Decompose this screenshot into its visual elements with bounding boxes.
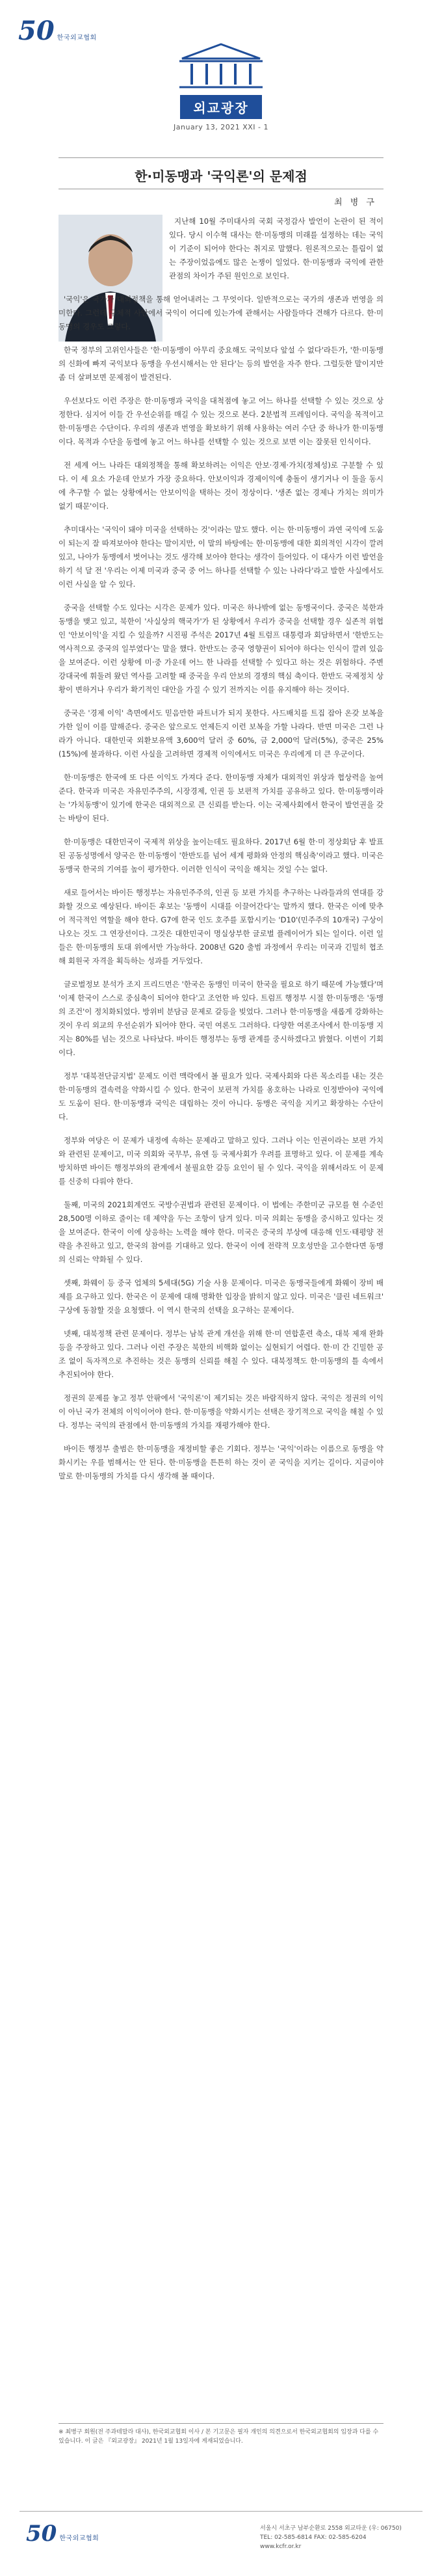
footer-website-link[interactable]: www.kcfr.or.kr [260, 2543, 302, 2550]
footer-logo-number: 50 [26, 2521, 57, 2547]
logo-name: 한국외교협회 [57, 34, 97, 42]
article-paragraph: 한국 정부의 고위인사들은 '한·미동맹이 아무리 중요해도 국익보다 앞설 수 없다'라든가, '한·미동맹의 신화에 빠져 국익보다 동맹을 우선시해서는 안 된다'는 등의 발언을 자주 한다. 그럴듯한 말이지만 좀 더 살펴보면 문제점이 발견된다. [58, 345, 384, 382]
article-paragraph: 글로벌정보 분석가 조지 프리드먼은 '한국은 동맹인 미국이 한국을 필요로 하기 때문에 가능했다'며 '이제 한국이 스스로 중심축이 되어야 한다'고 조언한 바 있다. 트럼프 행정부 시절 한·미동맹은 '동맹의 조건'이 정치화되었다. 방위비 분담금 문제로 갈등을 빚었다. 그러나 한·미동맹을 새롭게 강화하는 것이 우리 외교의 우선순위가 되어야 한다. 국민 여론도 그러하다. 다양한 여론조사에서 한·미동맹 지지는 80%를 넘는 것으로 나타났다. 바이든 행정부는 동맹 관계를 중시하겠다고 밝혔다. 이번이 기회이다. [58, 980, 384, 1057]
footer-divider [20, 2511, 422, 2512]
footer-logo-name: 한국외교협회 [59, 2535, 99, 2542]
article-paragraph: 새로 들어서는 바이든 행정부는 자유민주주의, 인권 등 보편 가치를 추구하는 나라들과의 연대를 강화할 것으로 예상된다. 바이든 후보는 '동맹이 시대를 이끌어간다'는 말까지 했다. 한국은 이에 맞추어 적극적인 역할을 해야 한다. G7에 한국 인도 호주를 포함시키는 'D10'(민주주의 10개국) 구상이 나오는 것도 그 연장선이다. 그것은 대한민국이 명실상부한 글로벌 플레이어가 되는 일이다. 이런 일들은 한·미동맹의 토대 위에서만 가능하다. 2008년 G20 출범 과정에서 우리는 미국과 긴밀히 협조해 회원국 자격을 획득하는 성과를 거두었다. [58, 888, 384, 965]
article-paragraph: 둘째, 미국의 2021회계연도 국방수권법과 관련된 문제이다. 이 법에는 주한미군 규모를 현 수준인 28,500명 이하로 줄이는 데 제약을 두는 조항이 담겨 있다. 미국 의회는 동맹을 중시하고 있다는 것을 보여준다. 한국이 이에 상응하는 노력을 해야 한다. 미국은 중국의 부상에 대응해 인도·태평양 전략을 추진하고 있고, 한국의 참여를 기대하고 있다. 한국이 이에 전략적 모호성만을 고수한다면 동맹의 신뢰는 약화될 수 있다. [58, 1200, 384, 1264]
article-body [58, 215, 384, 1493]
footer-address [260, 2524, 402, 2551]
article-paragraph: 전 세계 어느 나라든 대외정책을 통해 확보하려는 이익은 안보·경제·가치(정체성)로 구분할 수 있다. 이 세 요소 가운데 안보가 가장 중요하다. 안보이익과 경제이익에 충돌이 생기거나 이 둘을 동시에 추구할 수 없는 상황에서는 안보이익을 택하는 것이 정상이다. '생존 없는 경제나 가치는 의미가 없기 때문'이다. [58, 461, 384, 511]
article-paragraph: 한·미동맹은 대한민국이 국제적 위상을 높이는데도 필요하다. 2017년 6월 한·미 정상회담 후 발표된 공동성명에서 양국은 한·미동맹이 '한반도를 넘어 세계 평화와 안정의 핵심축'이라고 했다. 미국은 동맹국 한국의 기여를 높이 평가한다. 이러한 인식이 국익을 해치는 것일 수는 없다. [58, 837, 384, 874]
article-paragraph: 정권의 문제를 놓고 정부 안팎에서 '국익론'이 제기되는 것은 바람직하지 않다. 국익은 정권의 이익이 아닌 국가 전체의 이익이어야 한다. 한·미동맹을 약화시키는 선택은 장기적으로 국익을 해칠 수 있다. 정부는 국익의 관점에서 한·미동맹의 가치를 재평가해야 한다. [58, 1393, 384, 1430]
publication-masthead [0, 39, 442, 131]
article-paragraph: 지난해 10월 주미대사의 국회 국정감사 발언이 논란이 된 적이 있다. 당시 이수혁 대사는 한·미동맹의 미래를 설정하는 데는 국익이 기준이 되어야 한다는 취지로 말했다. 원론적으로는 틀림이 없는 주장이었음에도 많은 논쟁이 일었다. 한·미동맹과 국익에 관한 관점의 차이가 주된 원인으로 보인다. [169, 217, 384, 280]
footer [0, 2511, 442, 2576]
article-paragraph: '국익'은 국가가 대외정책을 통해 얻어내려는 그 무엇이다. 일반적으로는 국가의 생존과 번영을 의미한다. 그런데 구체적 사안에서 국익이 어디에 있는가에 관해서는 사람들마다 견해가 다르다. 한·미동맹의 경우도 그렇다. [58, 295, 384, 331]
author-name: 최 병 구 [334, 198, 377, 208]
article-paragraph: 정부 '대북전단금지법' 문제도 이런 맥락에서 볼 필요가 있다. 국제사회와 다른 목소리를 내는 것은 한·미동맹의 결속력을 약화시킬 수 있다. 한국이 보편적 가치를 옹호하는 나라로 인정받아야 국익에도 도움이 된다. 한·미동맹과 국익은 대립하는 것이 아니다. 동맹은 국익을 지키고 확장하는 수단이다. [58, 1071, 384, 1121]
building-icon [156, 39, 286, 91]
article-paragraph: 정부와 여당은 이 문제가 내정에 속하는 문제라고 말하고 있다. 그러나 이는 인권이라는 보편 가치와 관련된 문제이고, 미국 의회와 국무부, 유엔 등 국제사회가 우려를 표명하고 있다. 이 문제를 계속 방치하면 바이든 행정부와의 관계에서 불필요한 갈등 요인이 될 수 있다. 국익을 위해서라도 이 문제를 신중히 다뤄야 한다. [58, 1136, 384, 1186]
article-paragraph: 바이든 행정부 출범은 한·미동맹을 재정비할 좋은 기회다. 정부는 '국익'이라는 이름으로 동맹을 약화시키는 우를 범해서는 안 된다. 한·미동맹을 튼튼히 하는 것이 곧 국익을 지키는 길이다. 지금이야말로 한·미동맹의 가치를 다시 생각해 볼 때이다. [58, 1444, 384, 1481]
publication-title: 외교광장 [180, 95, 261, 119]
footer-logo [26, 2523, 99, 2545]
article-paragraph: 셋째, 화웨이 등 중국 업체의 5세대(5G) 기술 사용 문제이다. 미국은 동맹국들에게 화웨이 장비 배제를 요구하고 있다. 한국은 이 문제에 대해 명확한 입장을 밝히지 않고 있다. 미국은 '클린 네트워크' 구상에 동참할 것을 요청했다. 이 역시 한국의 선택을 요구하는 문제이다. [58, 1278, 384, 1315]
article-paragraph: 추미대사는 '국익이 돼야 미국을 선택하는 것'이라는 말도 했다. 이는 한·미동맹이 과연 국익에 도움이 되는지 잘 따져보아야 한다는 말이지만, 이 말의 바탕에는 한·미동맹에 대한 회의적인 시각이 깔려 있고, 나아가 동맹에서 벗어나는 것도 생각해 보아야 한다는 생각이 들어있다. 이 대사가 이런 발언을 하기 석 달 전 '우리는 이제 미국과 중국 중 어느 하나를 선택할 수 있는 나라다'라고 발한 사실에서도 이런 사실을 알 수 있다. [58, 525, 384, 589]
title-rule-top [58, 157, 384, 158]
logo-number: 50 [18, 16, 55, 46]
footnote: ※ 최병구 회원(전 주과테말라 대사), 한국외교협회 이사 / 본 기고문은 필자 개인의 의견으로서 한국외교협회의 입장과 다를 수 있습니다. 이 글은 『외교광장』 2021년 1월 13일자에 게재되었습니다. [58, 2423, 384, 2446]
article-paragraph: 중국을 선택할 수도 있다는 시각은 문제가 있다. 미국은 하나밖에 없는 동맹국이다. 중국은 북한과 동맹을 맺고 있고, 북한이 '사실상의 핵국가'가 된 상황에서 우리가 중국을 선택할 경우 실존적 위협인 '안보이익'을 지킬 수 있을까? 시진핑 주석은 2017년 4월 트럼프 대통령과 회담하면서 '한반도는 역사적으로 중국의 일부였다'는 말을 했다. 한반도는 중국 영향권이 되어야 하다는 인식이 깔려 있음을 보여준다. 이런 상황에 미·중 가운데 어느 한 나라를 선택할 수 있다고 하는 것은 위험하다. 주변 강대국에 휘둘려 왔던 역사를 고려할 때 중국을 우리 안보의 경쟁의 핵심 축이다. 한반도 국제정치 상황이 변하거나 우리가 확기적인 대안을 가질 수 있기 전까지는 이를 유지해야 하는 것이다. [58, 603, 384, 694]
footer-address-line: 서울시 서초구 남부순환로 2558 외교타운 (우: 06750) [260, 2525, 402, 2532]
footer-contact-line: TEL: 02-585-6814 FAX: 02-585-6204 [260, 2534, 367, 2541]
article-paragraph: 한·미동맹은 한국에 또 다른 이익도 가져다 준다. 한미동맹 자체가 대외적인 위상과 협상력을 높여준다. 한국과 미국은 자유민주주의, 시장경제, 인권 등 보편적 가치를 공유하고 있다. 한·미동맹이라는 '가치동맹'이 있기에 한국은 대외적으로 큰 신뢰를 받는다. 이는 국제사회에서 한국이 발언권을 갖는 바탕이 된다. [58, 773, 384, 823]
publication-issue: January 13, 2021 XXI - 1 [174, 123, 268, 131]
article-title: 한·미동맹과 '국익론'의 문제점 [135, 168, 307, 184]
article-paragraph: 중국은 '경제 이익' 측면에서도 믿음만한 파트너가 되지 못한다. 사드배치를 트집 잡아 온갖 보복을 가한 일이 이를 말해준다. 중국은 앞으로도 언제든지 이런 보복을 가할 나라다. 반면 미국은 그런 나라가 아니다. 대한민국 외환보유액 3,600억 달러 중 60%, 금 2,000억 달러(5%), 중국은 25% (15%)에 불과하다. 이런 사실을 고려하면 경제적 이익에서도 미국은 우리에게 더 큰 우군이다. [58, 708, 384, 758]
article-paragraph: 넷째, 대북정책 관련 문제이다. 정부는 남북 관계 개선을 위해 한·미 연합훈련 축소, 대북 제재 완화 등을 주장하고 있다. 그러나 이런 주장은 북한의 비핵화 없이는 실현되기 어렵다. 한·미 간 긴밀한 공조 없이 독자적으로 추진하는 것은 동맹의 신뢰를 해칠 수 있다. 대북정책도 한·미동맹의 틀 속에서 추진되어야 한다. [58, 1329, 384, 1379]
article-paragraph: 우선보다도 이런 주장은 한·미동맹과 국익을 대척점에 놓고 어느 하나를 선택할 수 있는 것으로 상정한다. 심지어 이들 간 우선순위를 매길 수 있는 것으로 본다. 2분법적 프레임이다. 국익을 목적이고 한·미동맹은 수단이다. 우리의 생존과 번영을 확보하기 위해 사용하는 여러 수단 중 하나가 한·미동맹이다. 목적과 수단을 동렬에 놓고 어느 하나를 선택할 수 있는 것으로 보면 이는 잘못된 인식이다. [58, 396, 384, 446]
